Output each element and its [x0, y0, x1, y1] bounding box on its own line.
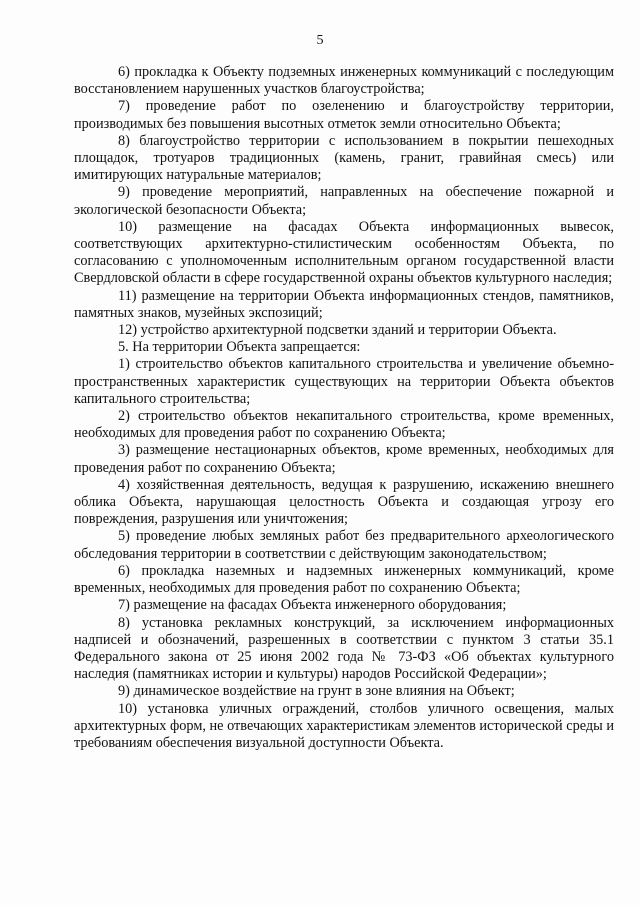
document-body [74, 64, 614, 752]
paragraph: 11) размещение на территории Объекта информационных стендов, памятников, памятных знаков, музейных экспозиций; [74, 287, 614, 321]
paragraph: 3) размещение нестационарных объектов, кроме временных, необходимых для проведения работ по сохранению Объекта; [74, 442, 614, 476]
paragraph: 12) устройство архитектурной подсветки зданий и территории Объекта. [118, 322, 557, 339]
paragraph: 7) проведение работ по озеленению и благоустройству территории, производимых без повышения высотных отметок земли относительно Объекта; [74, 98, 614, 132]
paragraph: 6) прокладка к Объекту подземных инженерных коммуникаций с последующим восстановлением нарушенных участков благоустройства; [74, 64, 614, 98]
paragraph: 2) строительство объектов некапитального строительства, кроме временных, необходимых для проведения работ по сохранению Объекта; [74, 408, 614, 442]
paragraph: 8) установка рекламных конструкций, за исключением информационных надписей и обозначений, разрешенных в соответствии с пунктом 3 статьи 35.1 Федерального закона от 25 июня 2002 года № 73-ФЗ «Об объектах культурного наследия (памятниках истории и культуры) народов Российской Федерации»; [74, 614, 614, 683]
paragraph: 5) проведение любых земляных работ без предварительного археологического обследования территории в соответствии с действующим законодательством; [74, 528, 614, 562]
paragraph: 1) строительство объектов капитального строительства и увеличение объемно-пространственных характеристик существующих на территории Объекта объектов капитального строительства; [74, 356, 614, 407]
paragraph: 10) установка уличных ограждений, столбов уличного освещения, малых архитектурных форм, не отвечающих характеристикам элементов исторической среды и требованиям обеспечения визуальной доступности Объекта. [74, 700, 614, 751]
paragraph: 7) размещение на фасадах Объекта инженерного оборудования; [118, 597, 507, 614]
section-heading: 5. На территории Объекта запрещается: [118, 339, 361, 356]
paragraph: 9) проведение мероприятий, направленных на обеспечение пожарной и экологической безопасности Объекта; [74, 184, 614, 218]
paragraph: 4) хозяйственная деятельность, ведущая к разрушению, искажению внешнего облика Объекта, нарушающая целостность Объекта и создающая угрозу его повреждения, разрушения или уничтожения; [74, 476, 614, 528]
paragraph: 8) благоустройство территории с использованием в покрытии пешеходных площадок, тротуаров традиционных (камень, гранит, гравийная смесь) или имитирующих натуральные материалов; [74, 132, 614, 184]
paragraph: 6) прокладка наземных и надземных инженерных коммуникаций, кроме временных, необходимых для проведения работ по сохранению Объекта; [74, 562, 614, 597]
paragraph: 9) динамическое воздействие на грунт в зоне влияния на Объект; [118, 683, 515, 700]
paragraph: 10) размещение на фасадах Объекта информационных вывесок, соответствующих архитектурно-стилистическим особенностям Объекта, по согласованию с уполномоченным исполнительным органом государственной власти Свердловской области в сфере государственной охраны объектов культурного наследия; [74, 218, 614, 287]
page-number: 5 [316, 33, 324, 48]
